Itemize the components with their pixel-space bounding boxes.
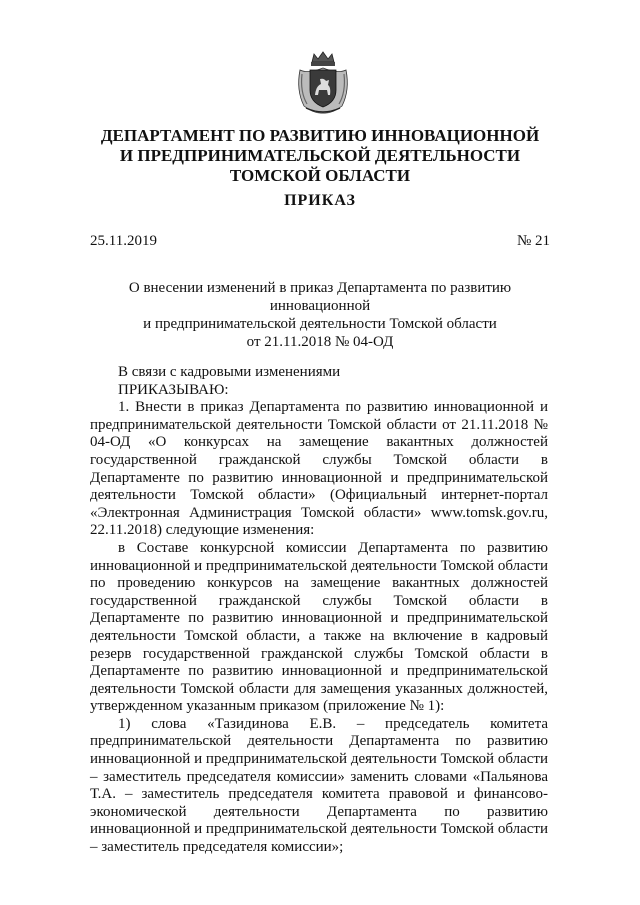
subject-line-1: О внесении изменений в приказ Департамента по развитию инновационной [128,280,512,314]
subject-line-2: и предпринимательской деятельности Томской области [143,316,497,332]
item-1-sub: в Составе конкурсной комиссии Департамента по развитию инновационной и предпринимательской деятельности Томской области по проведению конкурсов на замещение вакантных должностей государственной гражданской службы Томской области в Департаменте по развитию инновационной и предпринимательской деятельности Томской области, а также на включение в кадровый резерв государственной гражданской службы Томской области в Департаменте по развитию инновационной и предпринимательской деятельности Томской области для замещения указанных должностей, утвержденном указанным приказом (приложение № 1): [90,539,548,715]
document-type: ПРИКАЗ [284,192,356,209]
order-word: ПРИКАЗЫВАЮ: [118,381,229,398]
order-body [90,364,548,857]
order-number: № 21 [516,233,550,249]
order-date: 25.11.2019 [90,233,157,249]
subitem-1: 1) слова «Тазидинова Е.В. – председатель комитета предпринимательской деятельности Департамента по развитию инновационной и предпринимательской деятельности Томской области – заместитель председателя комиссии» заменить словами «Пальянова Т.А. – заместитель председателя комитета правовой и финансово-экономической деятельности Департамента по развитию инновационной и предпринимательской деятельности Томской области – заместитель председателя комиссии»; [90,715,548,856]
department-name-line-2: И ПРЕДПРИНИМАТЕЛЬСКОЙ ДЕЯТЕЛЬНОСТИ [119,146,521,165]
item-1: 1. Внести в приказ Департамента по развитию инновационной и предпринимательской деятельности Томской области от 21.11.2018 № 04-ОД «О конкурсах на замещение вакантных должностей государственной гражданской службы Томской области в Департаменте по развитию инновационной и предпринимательской деятельности Томской области» (Официальный интернет-портал «Электронная Администрация Томской области» www.tomsk.gov.ru, 22.11.2018) следующие изменения: [90,399,548,539]
preamble: В связи с кадровыми изменениями [118,364,341,380]
order-subject [90,279,550,351]
tomsk-region-coat-of-arms-icon [294,50,352,116]
department-name [80,126,560,186]
subject-line-3: от 21.11.2018 № 04-ОД [246,334,394,350]
department-name-line-3: ТОМСКОЙ ОБЛАСТИ [229,166,411,185]
department-name-line-1: ДЕПАРТАМЕНТ ПО РАЗВИТИЮ ИННОВАЦИОННОЙ [100,126,540,145]
